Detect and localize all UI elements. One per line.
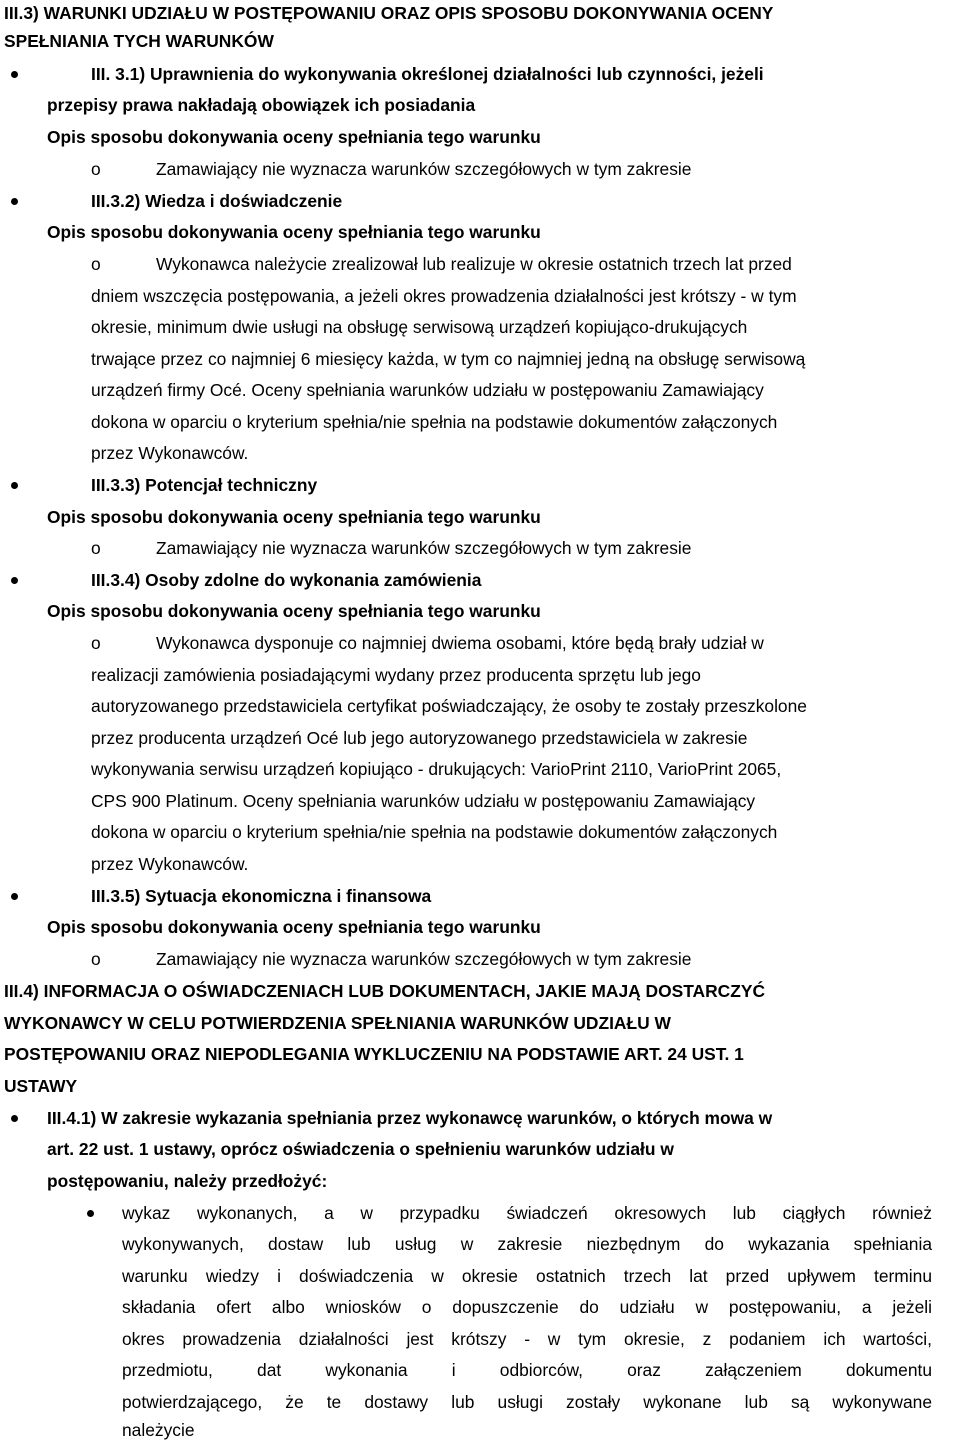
item-title: postępowaniu, należy przedłożyć: — [47, 1171, 328, 1191]
sub-marker: o — [91, 159, 101, 179]
bullet-icon — [11, 577, 18, 584]
item-title: III. 3.1) Uprawnienia do wykonywania określonej działalności lub czynności, jeżeli — [91, 64, 764, 84]
bullet-icon — [11, 71, 18, 78]
item-title: III.3.4) Osoby zdolne do wykonania zamówienia — [91, 570, 482, 590]
sub-marker: o — [91, 254, 101, 274]
sub-text: przez producenta urządzeń Océ lub jego autoryzowanego przedstawiciela w zakresie — [91, 728, 748, 748]
list-item-line: wykonywanych, dostaw lub usług w zakresie niezbędnym do wykazania spełniania — [122, 1234, 932, 1254]
item-title: III.3.3) Potencjał techniczny — [91, 475, 318, 495]
item-title: III.3.2) Wiedza i doświadczenie — [91, 191, 343, 211]
section-heading-line: SPEŁNIANIA TYCH WARUNKÓW — [4, 31, 274, 51]
sub-text: Zamawiający nie wyznacza warunków szczegółowych w tym zakresie — [156, 159, 692, 179]
sub-text: dniem wszczęcia postępowania, a jeżeli okres prowadzenia działalności jest krótszy - w tym — [91, 286, 797, 306]
section-heading-line: WYKONAWCY W CELU POTWIERDZENIA SPEŁNIANIA WARUNKÓW UDZIAŁU W — [4, 1013, 671, 1033]
sub-marker: o — [91, 633, 101, 653]
item-title: III.4.1) W zakresie wykazania spełniania przez wykonawcę warunków, o których mowa w — [47, 1108, 773, 1128]
section-heading-line: III.3) WARUNKI UDZIAŁU W POSTĘPOWANIU ORAZ OPIS SPOSOBU DOKONYWANIA OCENY — [4, 3, 774, 23]
item-title: art. 22 ust. 1 ustawy, oprócz oświadczenia o spełnieniu warunków udziału w — [47, 1139, 674, 1159]
list-item-line: potwierdzającego, że te dostawy lub usługi zostały wykonane lub są wykonywane — [122, 1392, 932, 1412]
bullet-icon — [87, 1210, 94, 1217]
desc-heading: Opis sposobu dokonywania oceny spełniania tego warunku — [47, 601, 541, 621]
list-item-line: przedmiotu, dat wykonania i odbiorców, oraz załączeniem dokumentu — [122, 1360, 932, 1380]
item-title: III.3.5) Sytuacja ekonomiczna i finansowa — [91, 886, 432, 906]
sub-text: Zamawiający nie wyznacza warunków szczegółowych w tym zakresie — [156, 538, 692, 558]
list-item-line: należycie — [122, 1420, 195, 1440]
section-heading-line: USTAWY — [4, 1076, 78, 1096]
sub-text: dokona w oparciu o kryterium spełnia/nie spełnia na podstawie dokumentów załączonych — [91, 822, 778, 842]
sub-text: okresie, minimum dwie usługi na obsługę serwisową urządzeń kopiująco-drukujących — [91, 317, 748, 337]
bullet-icon — [11, 893, 18, 900]
sub-marker: o — [91, 538, 101, 558]
section-heading-line: POSTĘPOWANIU ORAZ NIEPODLEGANIA WYKLUCZENIU NA PODSTAWIE ART. 24 UST. 1 — [4, 1044, 744, 1064]
sub-marker: o — [91, 949, 101, 969]
bullet-icon — [11, 1115, 18, 1122]
sub-text: Wykonawca dysponuje co najmniej dwiema osobami, które będą brały udział w — [156, 633, 764, 653]
sub-text: CPS 900 Platinum. Oceny spełniania warunków udziału w postępowaniu Zamawiający — [91, 791, 756, 811]
sub-text: przez Wykonawców. — [91, 443, 249, 463]
sub-text: autoryzowanego przedstawiciela certyfikat poświadczający, że osoby te zostały przeszkolone — [91, 696, 807, 716]
sub-text: trwające przez co najmniej 6 miesięcy każda, w tym co najmniej jedną na obsługę serwisową — [91, 349, 806, 369]
desc-heading: Opis sposobu dokonywania oceny spełniania tego warunku — [47, 917, 541, 937]
list-item-line: warunku wiedzy i doświadczenia w okresie ostatnich trzech lat przed upływem terminu — [122, 1266, 932, 1286]
desc-heading: Opis sposobu dokonywania oceny spełniania tego warunku — [47, 127, 541, 147]
section-heading-line: III.4) INFORMACJA O OŚWIADCZENIACH LUB DOKUMENTACH, JAKIE MAJĄ DOSTARCZYĆ — [4, 981, 765, 1001]
bullet-icon — [11, 482, 18, 489]
sub-text: przez Wykonawców. — [91, 854, 249, 874]
list-item-line: wykaz wykonanych, a w przypadku świadczeń okresowych lub ciągłych również — [122, 1203, 932, 1223]
sub-text: Zamawiający nie wyznacza warunków szczegółowych w tym zakresie — [156, 949, 692, 969]
desc-heading: Opis sposobu dokonywania oceny spełniania tego warunku — [47, 222, 541, 242]
sub-text: dokona w oparciu o kryterium spełnia/nie spełnia na podstawie dokumentów załączonych — [91, 412, 778, 432]
desc-heading: Opis sposobu dokonywania oceny spełniania tego warunku — [47, 507, 541, 527]
list-item-line: okres prowadzenia działalności jest krótszy - w tym okresie, z podaniem ich wartości, — [122, 1329, 932, 1349]
item-title: przepisy prawa nakładają obowiązek ich posiadania — [47, 95, 476, 115]
sub-text: urządzeń firmy Océ. Oceny spełniania warunków udziału w postępowaniu Zamawiający — [91, 380, 764, 400]
list-item-line: składania ofert albo wniosków o dopuszczenie do udziału w postępowaniu, a jeżeli — [122, 1297, 932, 1317]
sub-text: Wykonawca należycie zrealizował lub realizuje w okresie ostatnich trzech lat przed — [156, 254, 792, 274]
sub-text: wykonywania serwisu urządzeń kopiująco - drukujących: VarioPrint 2110, VarioPrint 2065, — [91, 759, 782, 779]
bullet-icon — [11, 198, 18, 205]
sub-text: realizacji zamówienia posiadającymi wydany przez producenta sprzętu lub jego — [91, 665, 701, 685]
